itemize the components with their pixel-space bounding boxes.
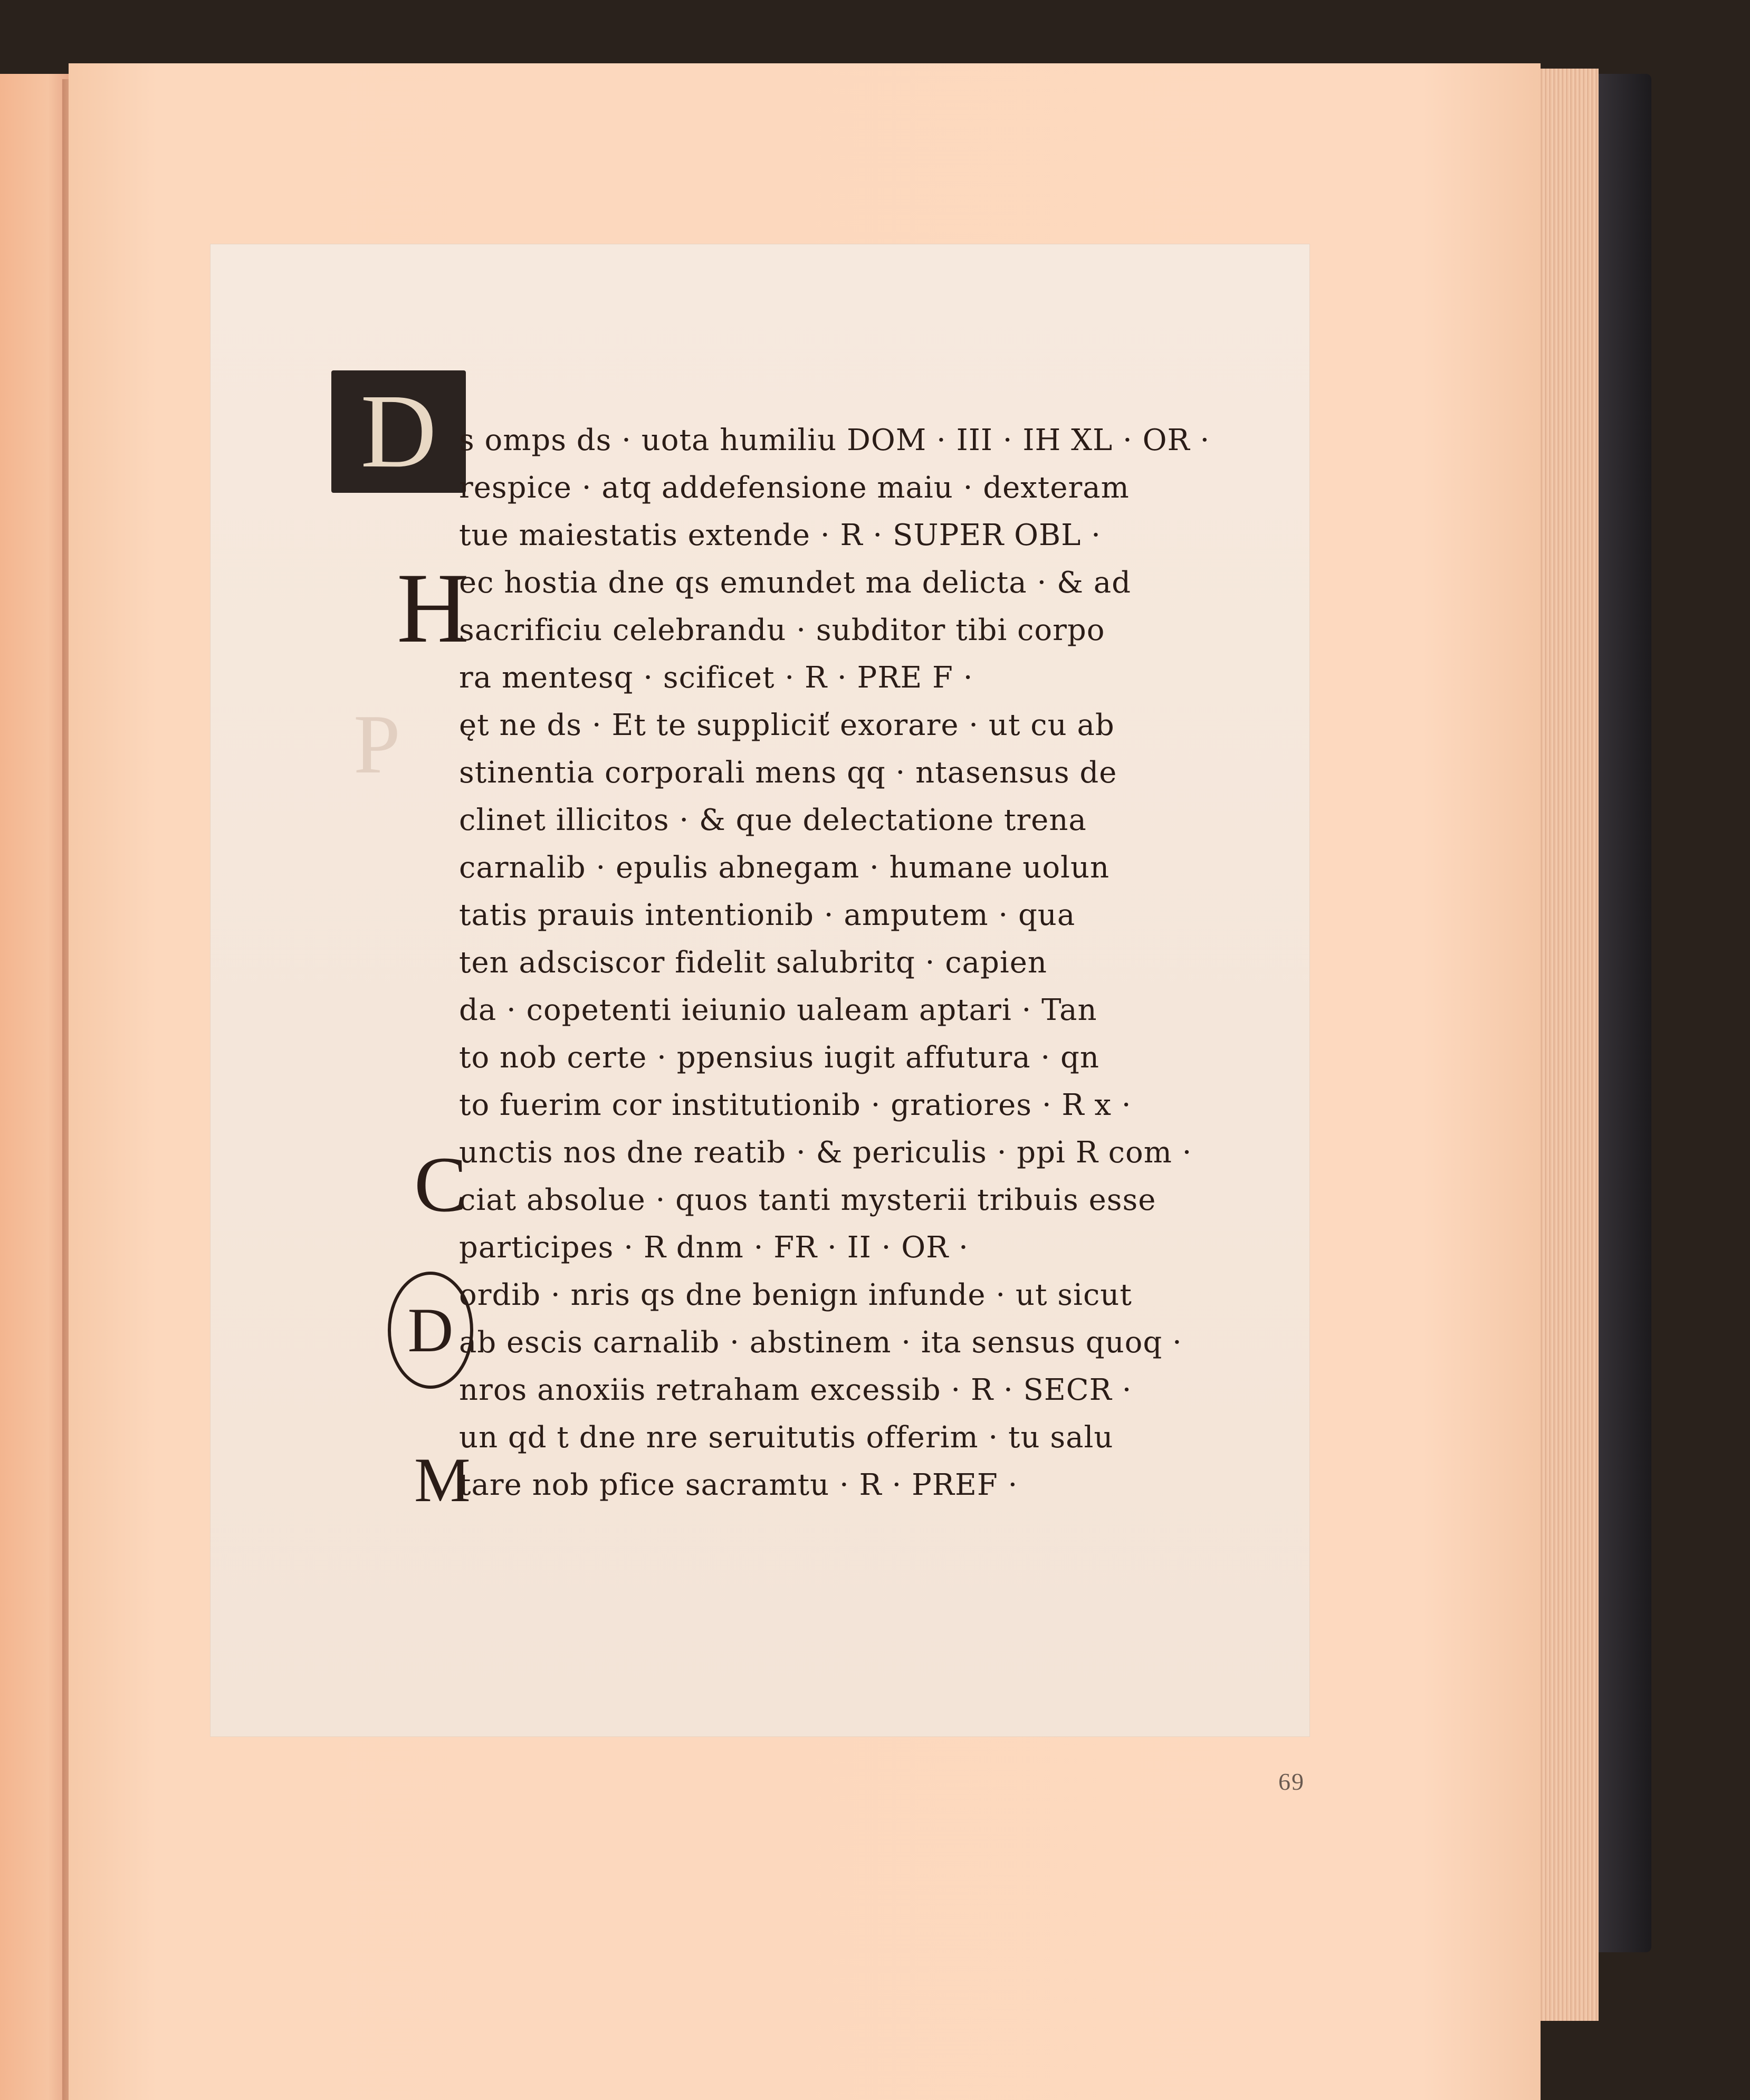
initial-h: H: [397, 553, 470, 664]
manuscript-line: s omps ds · uota humiliu DOM · III · IH XL · OR ·: [459, 423, 1210, 457]
manuscript-line: carnalib · epulis abnegam · humane uolun: [459, 851, 1110, 885]
manuscript-line: stinentia corporali mens qq · ntasensus de: [459, 756, 1117, 790]
manuscript-line: to nob certe · ppensius iugit affutura · qn: [459, 1041, 1099, 1075]
manuscript-line: participes · R dnm · FR · II · OR ·: [459, 1230, 969, 1265]
manuscript-line: ęt ne ds · Et te suppliciť exorare · ut cu ab: [459, 708, 1115, 742]
manuscript-line: ten adsciscor fidelit salubritq · capien: [459, 946, 1047, 980]
manuscript-line: ec hostia dne qs emundet ma delicta · & ad: [459, 566, 1131, 600]
manuscript-line: unctis nos dne reatib · & periculis · ppi R com ·: [459, 1135, 1192, 1170]
manuscript-line: sacrificiu celebrandu · subditor tibi corpo: [459, 613, 1105, 647]
manuscript-line: tare nob pfice sacramtu · R · PREF ·: [459, 1468, 1018, 1502]
manuscript-line: to fuerim cor institutionib · gratiores · R x ·: [459, 1088, 1132, 1122]
manuscript-line: respice · atq addefensione maiu · dexteram: [459, 471, 1130, 505]
manuscript-line: da · copetenti ieiunio ualeam aptari · Tan: [459, 993, 1097, 1027]
left-page-edge: [0, 74, 69, 2100]
page-number: 69: [1278, 1768, 1305, 1795]
manuscript-line: un qd t dne nre seruitutis offerim · tu salu: [459, 1420, 1114, 1455]
initial-m: M: [414, 1445, 471, 1515]
decorated-initial-d: D: [331, 370, 466, 493]
manuscript-line: ordib · nris qs dne benign infunde · ut sicut: [459, 1278, 1132, 1312]
manuscript-line: tue maiestatis extende · R · SUPER OBL ·: [459, 518, 1101, 552]
manuscript-line: tatis prauis intentionib · amputem · qua: [459, 898, 1076, 932]
manuscript-text: [459, 417, 1210, 1509]
manuscript-line: clinet illicitos · & que delectatione trena: [459, 803, 1087, 837]
manuscript-line: ab escis carnalib · abstinem · ita sensus quoq ·: [459, 1325, 1182, 1360]
decorated-initial-d-round: D: [388, 1272, 473, 1389]
manuscript-line: nros anoxiis retraham excessib · R · SECR ·: [459, 1373, 1132, 1407]
show-through-initial: P: [353, 697, 400, 791]
manuscript-line: ra mentesq · scificet · R · PRE F ·: [459, 661, 973, 695]
initial-c: C: [414, 1141, 467, 1228]
manuscript-line: ciat absolue · quos tanti mysterii tribuis esse: [459, 1183, 1156, 1217]
